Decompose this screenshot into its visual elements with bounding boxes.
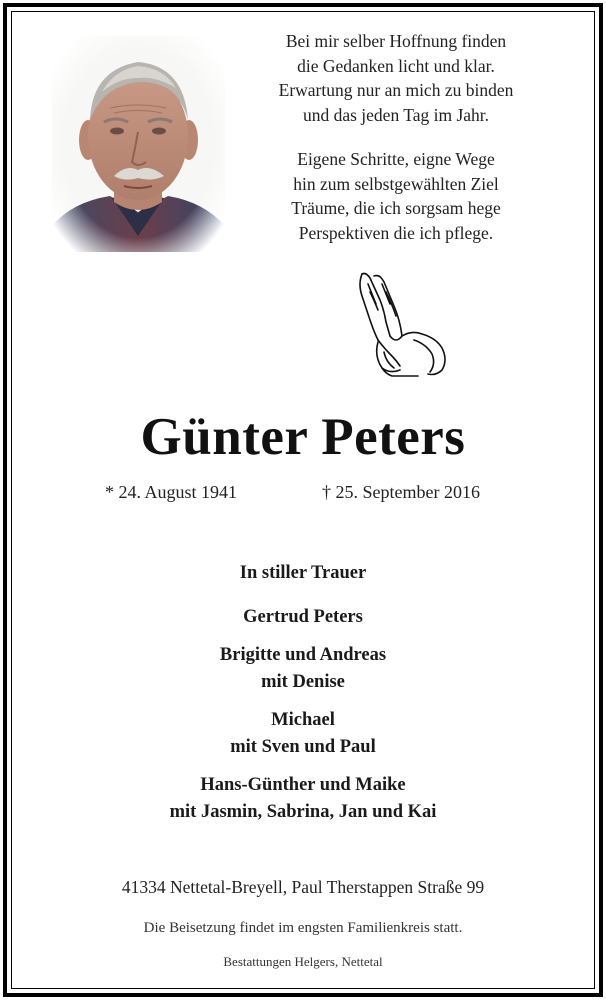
undertaker: Bestattungen Helgers, Nettetal — [223, 954, 383, 969]
mourner-group — [0, 772, 606, 826]
mourner-line: mit Denise — [261, 672, 345, 692]
poem-line: und das jeden Tag im Jahr. — [302, 104, 490, 125]
birth-date: * 24. August 1941 — [105, 482, 238, 502]
mourner-line: mit Jasmin, Sabrina, Jan und Kai — [169, 802, 437, 822]
poem-line: Bei mir selber Hoffnung finden — [285, 31, 507, 51]
poem-line: Eigene Schritte, eigne Wege — [297, 149, 495, 169]
mourner-line: Hans-Günther und Maike — [200, 775, 406, 795]
mourners-heading — [0, 560, 606, 587]
death-date: † 25. September 2016 — [322, 482, 480, 502]
mourners-block — [0, 560, 606, 837]
funeral-note: Die Beisetzung findet im engsten Familienkreis statt. — [143, 920, 463, 936]
mourner-group — [0, 604, 606, 631]
poem-stanza-2 — [240, 147, 552, 245]
address: 41334 Nettetal-Breyell, Paul Therstappen Straße 99 — [121, 877, 485, 897]
poem-line: die Gedanken licht und klar. — [297, 55, 495, 76]
mourner-line: Brigitte und Andreas — [219, 645, 387, 665]
poem-line: hin zum selbstgewählten Ziel — [293, 173, 499, 194]
deceased-name: Günter Peters — [140, 408, 466, 466]
mourner-line: Gertrud Peters — [243, 607, 363, 627]
mourner-group — [0, 642, 606, 696]
poem-line: Träume, die ich sorgsam hege — [291, 198, 501, 218]
portrait-photo — [52, 36, 225, 252]
praying-hands-icon — [356, 270, 452, 378]
poem-line: Perspektiven die ich pflege. — [298, 222, 494, 243]
poem-stanza-1 — [240, 29, 552, 127]
mourner-line: mit Sven und Paul — [230, 737, 376, 757]
mourners-heading-text: In stiller Trauer — [239, 563, 367, 583]
mourner-group — [0, 707, 606, 761]
poem-line: Erwartung nur an mich zu binden — [278, 80, 514, 100]
mourner-line: Michael — [271, 710, 335, 730]
